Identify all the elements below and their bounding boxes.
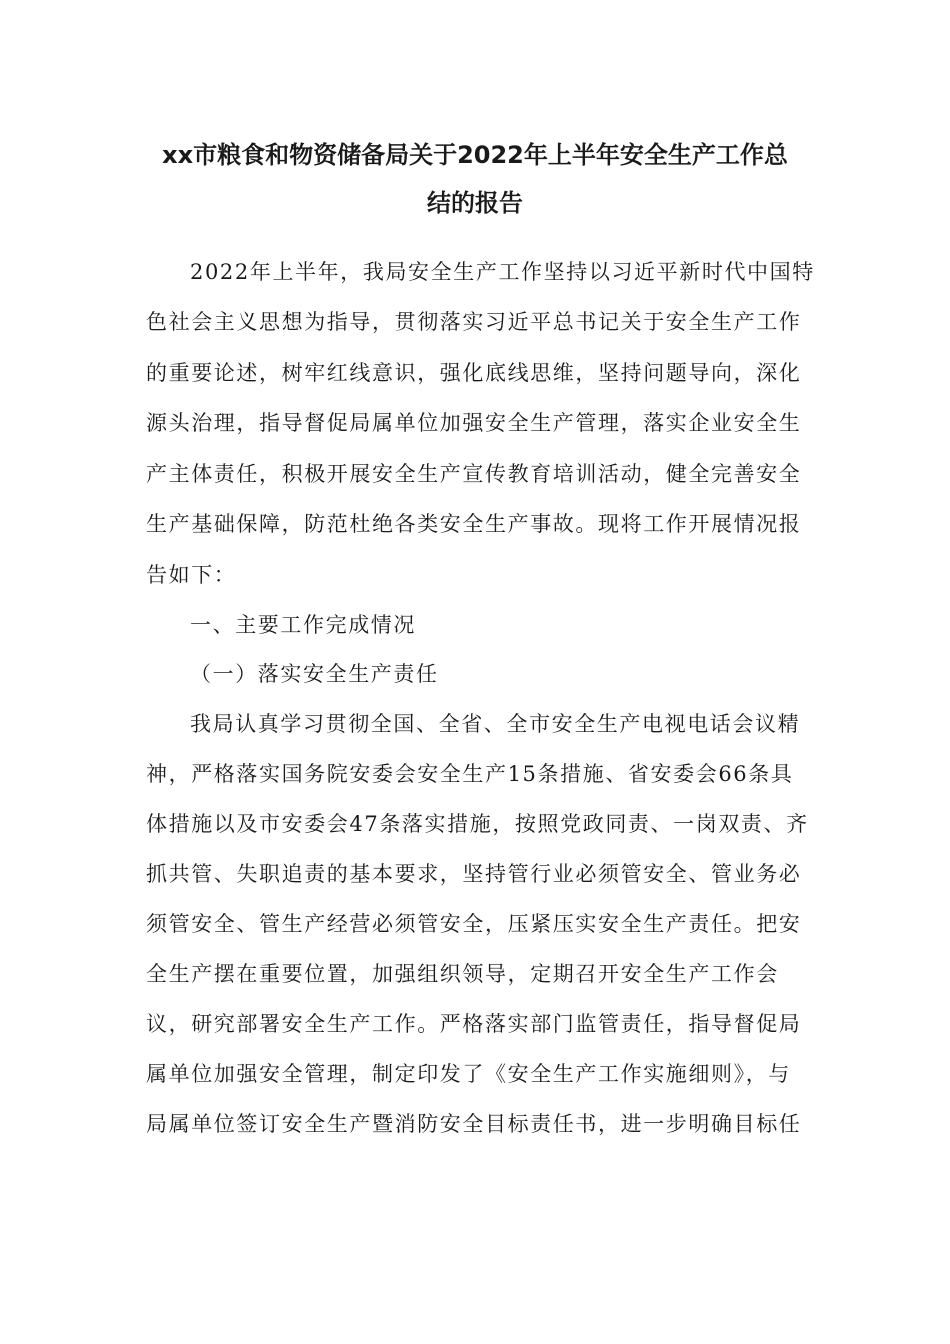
paragraph-line: 局属单位签订安全生产暨消防安全目标责任书，进一步明确目标任: [146, 1112, 802, 1136]
paragraph-line: 2022年上半年，我局安全生产工作坚持以习近平新时代中国特: [190, 260, 815, 284]
paragraph-line: 抓共管、失职追责的基本要求，坚持管行业必须管安全、管业务必: [146, 862, 802, 886]
paragraph-line: 的重要论述，树牢红线意识，强化底线思维，坚持问题导向，深化: [146, 361, 802, 385]
paragraph-line: 告如下：: [146, 563, 237, 587]
title-line: xx市粮食和物资储备局关于2022年上半年安全生产工作总: [162, 141, 788, 169]
paragraph-line: 议，研究部署安全生产工作。严格落实部门监管责任，指导督促局: [146, 1012, 802, 1036]
paragraph-line: 神，严格落实国务院安委会安全生产15条措施、省安委会66条具: [146, 762, 794, 786]
title-line: 结的报告: [427, 189, 523, 217]
subsection-heading: （一）落实安全生产责任: [190, 662, 439, 686]
paragraph-line: 全生产摆在重要位置，加强组织领导，定期召开安全生产工作会: [146, 962, 779, 986]
document-title: [140, 131, 810, 227]
paragraph-line: 生产基础保障，防范杜绝各类安全生产事故。现将工作开展情况报: [146, 512, 802, 536]
section-heading: 一、主要工作完成情况: [190, 613, 416, 637]
paragraph-line: 源头治理，指导督促局属单位加强安全生产管理，落实企业安全生: [146, 411, 802, 435]
paragraph-line: 须管安全、管生产经营必须管安全，压紧压实安全生产责任。把安: [146, 912, 802, 936]
paragraph-line: 产主体责任，积极开展安全生产宣传教育培训活动，健全完善安全: [146, 462, 802, 486]
paragraph-line: 我局认真学习贯彻全国、全省、全市安全生产电视电话会议精: [190, 712, 801, 736]
paragraph-line: 色社会主义思想为指导，贯彻落实习近平总书记关于安全生产工作: [146, 310, 802, 334]
paragraph-line: 体措施以及市安委会47条落实措施，按照党政同责、一岗双责、齐: [146, 812, 809, 836]
paragraph-line: 属单位加强安全管理，制定印发了《安全生产工作实施细则》，与: [146, 1062, 791, 1086]
